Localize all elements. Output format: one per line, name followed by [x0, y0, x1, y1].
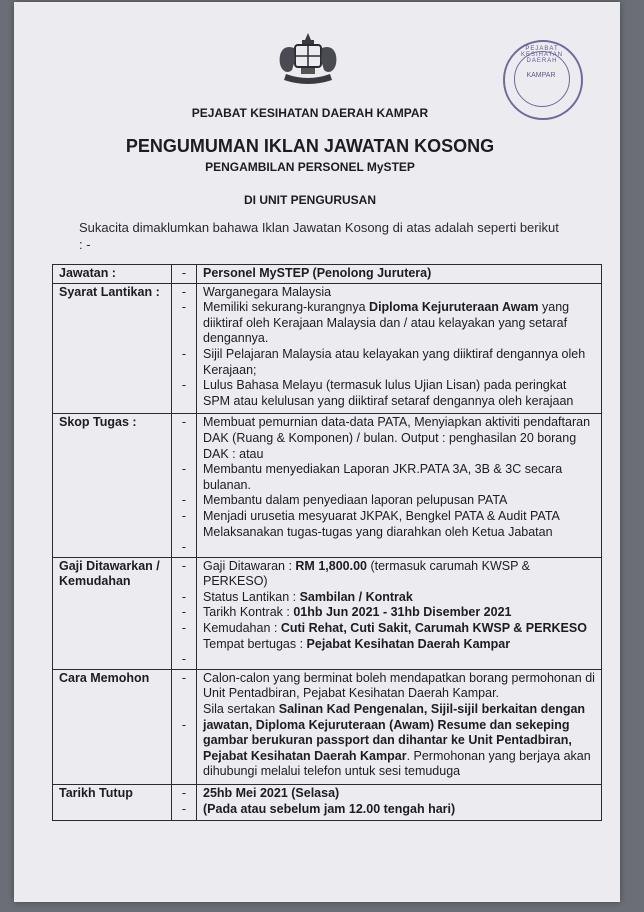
list-item: Membantu dalam penyediaan laporan pelupusan PATA: [203, 493, 508, 508]
list-item: Sila sertakan Salinan Kad Pengenalan, Sijil-sijil berkaitan dengan jawatan, Diploma Kejuruteraan (Awam) Resume dan sekeping gambar berukuran passport dan dihantar ke Unit Pentadbiran, Pejabat Kesihatan Daerah Kampar. Permohonan yang berjaya akan dihubungi melalui telefon untuk sesi temuduga: [203, 702, 591, 779]
label-syarat: Syarat Lantikan :: [53, 283, 172, 414]
stamp-ring-text: PEJABAT KESIHATAN DAERAH: [520, 46, 564, 64]
row-gaji: Gaji Ditawarkan / Kemudahan - - - - - Gaji Ditawaran : RM 1,800.00 (termasuk carumah KWSP & PERKESO) Status Lantikan : Sambilan / Kontrak Tarikh Kontrak : 01hb Jun 2021 - 31hb Disember 2021 Kemudahan : Cuti Rehat, Cuti Sakit, Carumah KWSP & PERKESO Tempat bertugas : Pejabat Kesihatan Daerah Kampar: [53, 557, 602, 669]
row-syarat: Syarat Lantikan : - - - - Warganegara Malaysia Memiliki sekurang-kurangnya Diploma Kejuruteraan Awam yang diiktiraf oleh Kerajaan Malaysia dan / atau kelayakan yang setaraf dengannya. Sijil Pelajaran Malaysia atau kelayakan yang diiktiraf dengannya oleh Kerajaan; Lulus Bahasa Melayu (termasuk lulus Ujian Lisan) pada peringkat SPM atau kelulusan yang diiktiraf setaraf dengannya oleh kerajaan: [53, 283, 602, 414]
label-cara: Cara Memohon: [53, 669, 172, 784]
list-item: Membuat pemurnian data-data PATA, Menyiapkan aktiviti pendaftaran DAK (Ruang & Komponen) / bulan. Output : penghasilan 20 borang DAK : atau: [203, 415, 591, 461]
job-details-table: [52, 264, 602, 821]
list-item: Warganegara Malaysia: [203, 284, 332, 299]
closing-time-note: (Pada atau sebelum jam 12.00 tengah hari): [203, 801, 456, 816]
row-jawatan: Jawatan : - Personel MySTEP (Penolong Jurutera): [53, 265, 602, 284]
unit-heading: DI UNIT PENGURUSAN: [243, 193, 376, 207]
list-item: Lulus Bahasa Melayu (termasuk lulus Ujian Lisan) pada peringkat SPM atau kelulusan yang diiktiraf setaraf dengannya oleh kerajaan: [203, 378, 574, 408]
malaysia-coat-of-arms-logo: [268, 30, 348, 88]
list-item: Tarikh Kontrak : 01hb Jun 2021 - 31hb Disember 2021: [203, 605, 512, 620]
list-item: Gaji Ditawaran : RM 1,800.00 (termasuk carumah KWSP & PERKESO): [203, 558, 530, 589]
label-jawatan: Jawatan :: [53, 265, 172, 284]
list-item: Tempat bertugas : Pejabat Kesihatan Daerah Kampar: [203, 636, 511, 651]
list-item: Status Lantikan : Sambilan / Kontrak: [203, 589, 413, 604]
office-name: PEJABAT KESIHATAN DAERAH KAMPAR: [191, 106, 429, 120]
office-stamp: [503, 40, 583, 120]
list-item: Memiliki sekurang-kurangnya Diploma Kejuruteraan Awam yang diiktiraf oleh Kerajaan Malaysia dan / atau kelayakan yang setaraf dengannya.: [203, 300, 570, 346]
list-item: Calon-calon yang berminat boleh mendapatkan borang permohonan di Unit Pentadbiran, Pejabat Kesihatan Daerah Kampar.: [203, 670, 595, 701]
closing-date: 25hb Mei 2021 (Selasa): [203, 786, 340, 800]
list-item: Menjadi urusetia mesyuarat JKPAK, Bengkel PATA & Audit PATA: [203, 508, 560, 523]
list-item: Sijil Pelajaran Malaysia atau kelayakan yang diiktiraf dengannya oleh Kerajaan;: [203, 346, 586, 377]
row-cara: Cara Memohon - - Calon-calon yang berminat boleh mendapatkan borang permohonan di Unit Pentadbiran, Pejabat Kesihatan Daerah Kampar. Sila sertakan Salinan Kad Pengenalan, Sijil-sijil berkaitan dengan jawatan, Diploma Kejuruteraan (Awam) Resume dan sekeping gambar berukuran passport dan dihantar ke Unit Pentadbiran, Pejabat Kesihatan Daerah Kampar. Permohonan yang berjaya akan dihubungi melalui telefon untuk sesi temuduga: [53, 669, 602, 784]
label-tarikh: Tarikh Tutup: [53, 785, 172, 821]
row-skop: Skop Tugas : - - - - - Membuat pemurnian data-data PATA, Menyiapkan aktiviti pendaftaran DAK (Ruang & Komponen) / bulan. Output : penghasilan 20 borang DAK : atau Membantu menyediakan Laporan JKR.PATA 3A, 3B & 3C secara bulanan. Membantu dalam penyediaan laporan pelupusan PATA Menjadi urusetia mesyuarat JKPAK, Bengkel PATA & Audit PATA Melaksanakan tugas-tugas yang diarahkan oleh Ketua Jabatan: [53, 414, 602, 557]
label-skop: Skop Tugas :: [53, 414, 172, 557]
row-tarikh: Tarikh Tutup - - 25hb Mei 2021 (Selasa) (Pada atau sebelum jam 12.00 tengah hari): [53, 785, 602, 821]
page-subtitle: PENGAMBILAN PERSONEL MySTEP: [205, 160, 415, 174]
intro-text: Sukacita dimaklumkan bahawa Iklan Jawatan Kosong di atas adalah seperti berikut : -: [79, 220, 559, 252]
stamp-center-text: KAMPAR: [526, 72, 556, 79]
label-gaji: Gaji Ditawarkan / Kemudahan: [53, 557, 172, 669]
list-item: Melaksanakan tugas-tugas yang diarahkan oleh Ketua Jabatan: [203, 524, 553, 539]
list-item: Kemudahan : Cuti Rehat, Cuti Sakit, Carumah KWSP & PERKESO: [203, 621, 587, 636]
page-title: PENGUMUMAN IKLAN JAWATAN KOSONG: [125, 136, 495, 156]
value-jawatan: Personel MySTEP (Penolong Jurutera): [203, 266, 432, 280]
list-item: Membantu menyediakan Laporan JKR.PATA 3A, 3B & 3C secara bulanan.: [203, 462, 563, 492]
